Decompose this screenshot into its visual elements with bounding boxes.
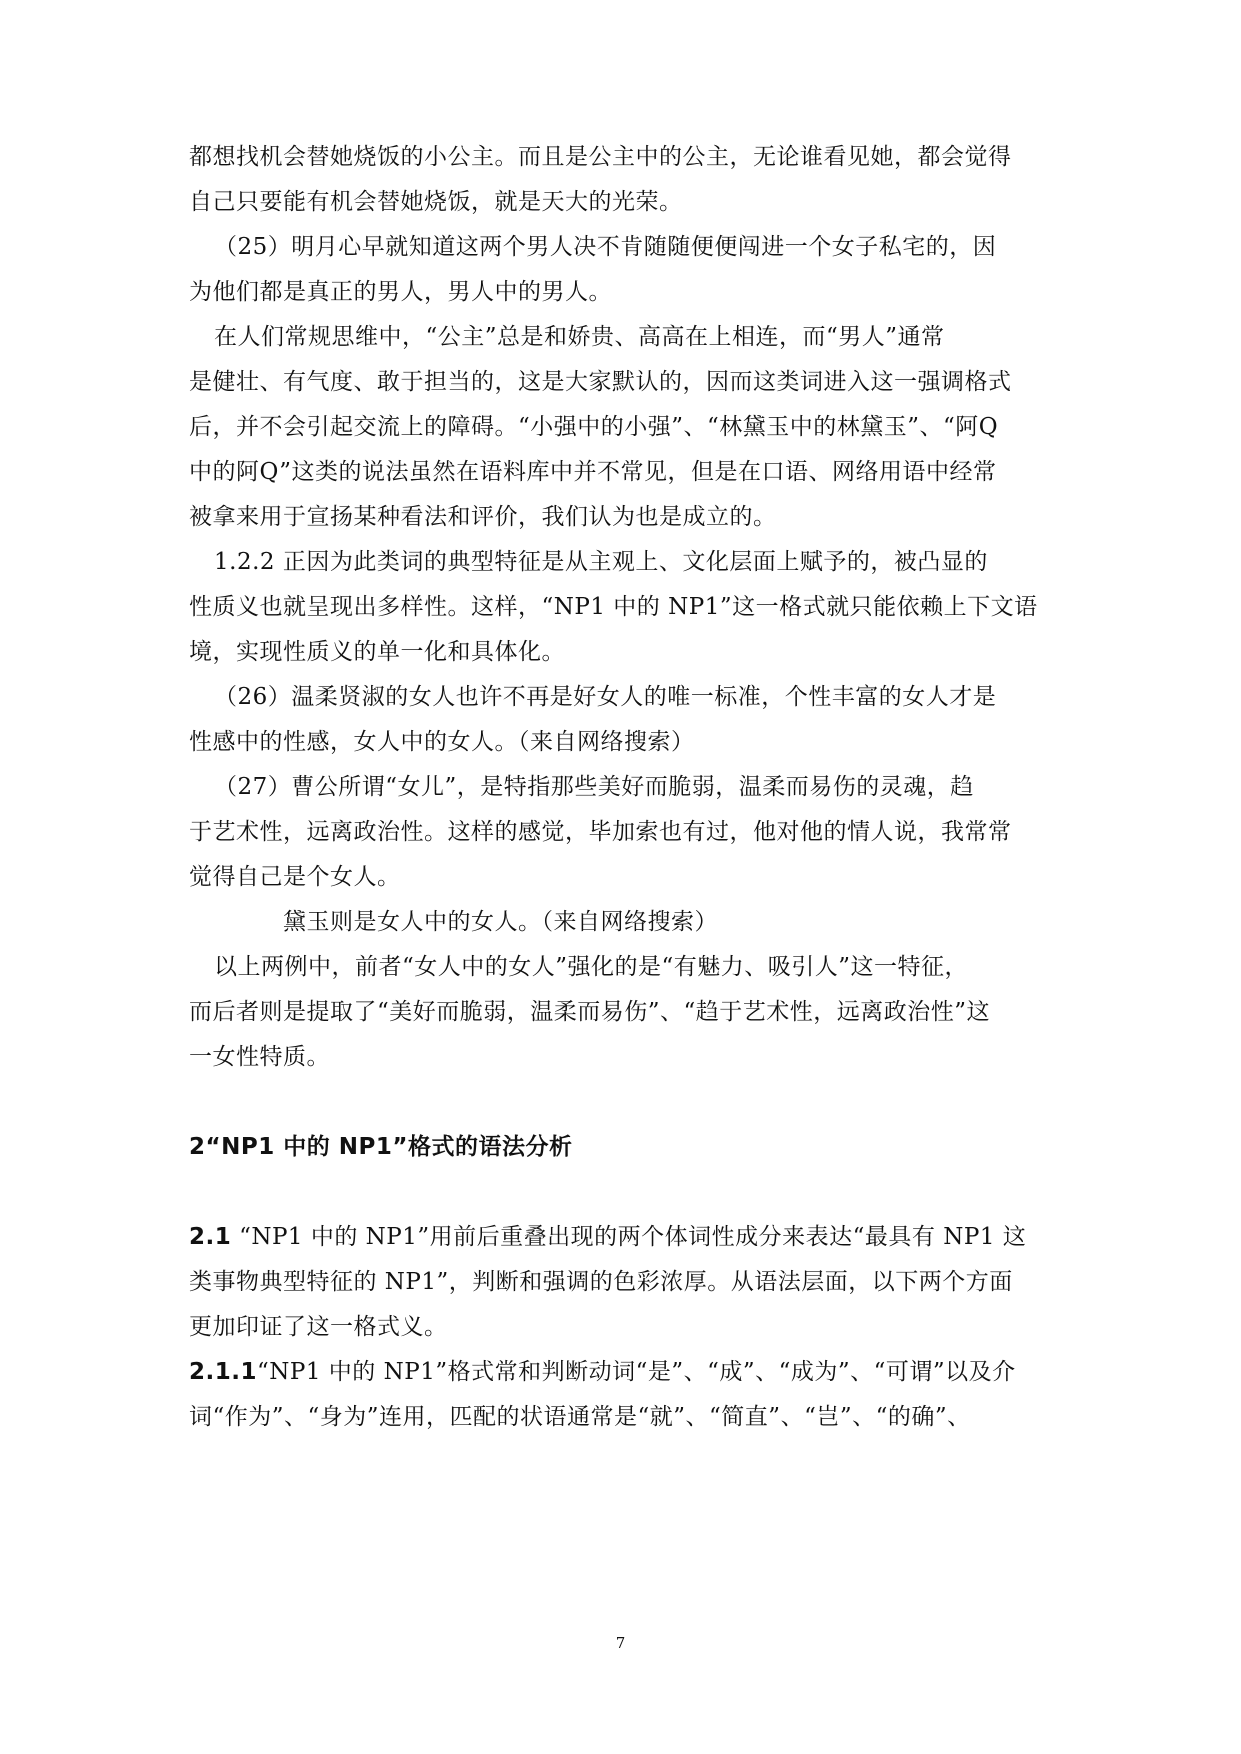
subsection-2-1-1-line: 词“作为”、“身为”连用，匹配的状语通常是“就”、“简直”、“岂”、“的确”、 — [189, 1404, 971, 1430]
body-text-line: 而后者则是提取了“美好而脆弱，温柔而易伤”、“趋于艺术性，远离政治性”这 — [189, 999, 991, 1025]
section-1-2-2-line: 性质义也就呈现出多样性。这样，“NP1 中的 NP1”这一格式就只能依赖上下文语 — [189, 594, 1038, 620]
subsection-number: 2.1 — [189, 1224, 232, 1250]
section-1-2-2-line: 1.2.2 正因为此类词的典型特征是从主观上、文化层面上赋予的，被凸显的 — [214, 549, 988, 575]
example-26-line: 性感中的性感，女人中的女人。（来自网络搜索） — [189, 729, 695, 755]
example-27-line: 觉得自己是个女人。 — [189, 864, 401, 890]
subsection-text: “NP1 中的 NP1”用前后重叠出现的两个体词性成分来表达“最具有 NP1 这 — [239, 1224, 1027, 1250]
body-text-line: 在人们常规思维中，“公主”总是和娇贵、高高在上相连，而“男人”通常 — [214, 324, 945, 350]
page-number: 7 — [615, 1634, 626, 1652]
body-text-line: 都想找机会替她烧饭的小公主。而且是公主中的公主，无论谁看见她，都会觉得 — [189, 144, 1012, 170]
subsection-2-1-line: 更加印证了这一格式义。 — [189, 1314, 448, 1340]
body-text-line: 是健壮、有气度、敢于担当的，这是大家默认的，因而这类词进入这一强调格式 — [189, 369, 1012, 395]
example-25-line: 为他们都是真正的男人，男人中的男人。 — [189, 279, 612, 305]
body-text-line: 被拿来用于宣扬某种看法和评价，我们认为也是成立的。 — [189, 504, 777, 530]
subsection-text: “NP1 中的 NP1”格式常和判断动词“是”、“成”、“成为”、“可谓”以及介 — [257, 1359, 1016, 1385]
body-text-line: 中的阿Q”这类的说法虽然在语料库中并不常见，但是在口语、网络用语中经常 — [189, 459, 997, 485]
body-text-line: 自己只要能有机会替她烧饭，就是天大的光荣。 — [189, 189, 683, 215]
subsection-2-1-1-line — [189, 1357, 1016, 1387]
subsection-2-1-line — [189, 1222, 1026, 1252]
example-25-line: （25）明月心早就知道这两个男人决不肯随随便便闯进一个女子私宅的，因 — [214, 234, 997, 260]
example-26-line: （26）温柔贤淑的女人也许不再是好女人的唯一标准，个性丰富的女人才是 — [214, 684, 997, 710]
example-27-line: 于艺术性，远离政治性。这样的感觉，毕加索也有过，他对他的情人说，我常常 — [189, 819, 1012, 845]
body-text-line: 后，并不会引起交流上的障碍。“小强中的小强”、“林黛玉中的林黛玉”、“阿Q — [189, 414, 999, 440]
example-27-line: （27）曹公所谓“女儿”，是特指那些美好而脆弱，温柔而易伤的灵魂，趋 — [214, 774, 974, 800]
subsection-2-1-line: 类事物典型特征的 NP1”，判断和强调的色彩浓厚。从语法层面，以下两个方面 — [189, 1269, 1013, 1295]
subsection-number: 2.1.1 — [189, 1359, 257, 1385]
example-27-line: 黛玉则是女人中的女人。（来自网络搜索） — [283, 909, 718, 935]
section-heading: 2“NP1 中的 NP1”格式的语法分析 — [189, 1134, 573, 1160]
section-1-2-2-line: 境，实现性质义的单一化和具体化。 — [189, 639, 565, 665]
body-text-line: 以上两例中，前者“女人中的女人”强化的是“有魅力、吸引人”这一特征， — [214, 954, 969, 980]
body-text-line: 一女性特质。 — [189, 1044, 330, 1070]
